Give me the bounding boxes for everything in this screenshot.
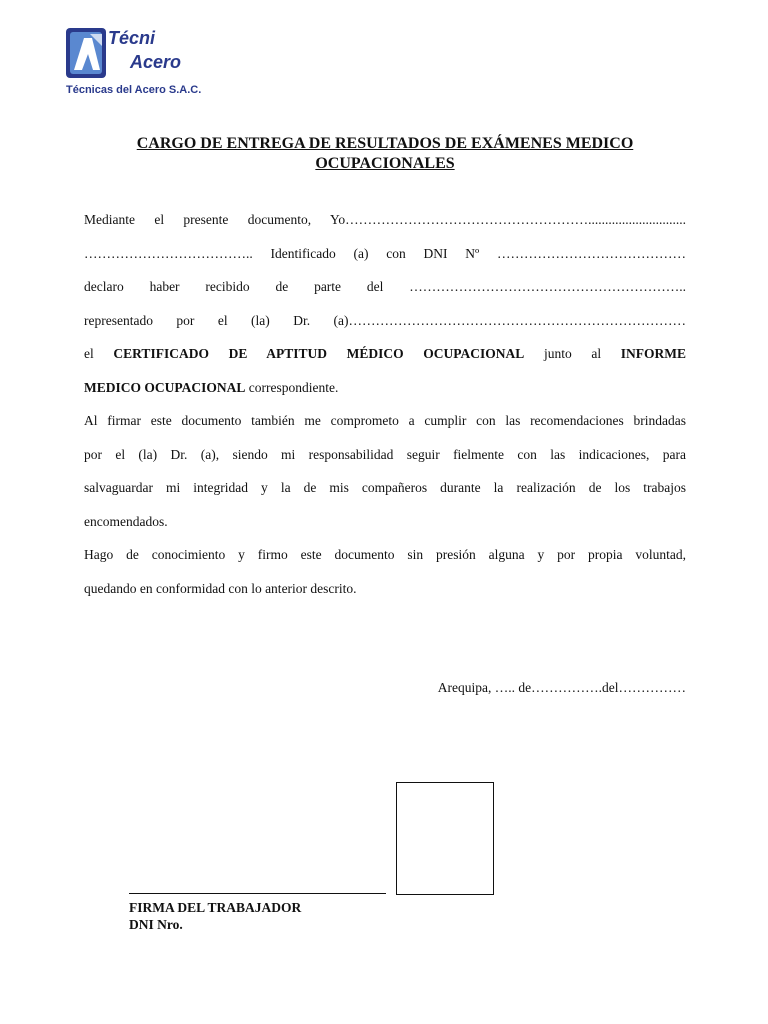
consent-text-1: Hago de conocimiento y firmo este documento sin presión alguna y por propia voluntad,	[84, 547, 686, 562]
report-rest-text: correspondiente.	[248, 379, 339, 395]
brand-name-line1: Técni	[108, 28, 156, 48]
body-line-name	[84, 208, 686, 242]
body-line-commitment-2	[84, 443, 686, 477]
signature-line	[129, 893, 386, 894]
certificate-name: CERTIFICADO DE APTITUD MÉDICO OCUPACIONAL	[113, 346, 525, 361]
body-line-commitment-4	[84, 510, 686, 544]
dni-label: DNI Nro.	[129, 917, 183, 932]
informe-word: INFORME	[620, 346, 687, 361]
body-line-consent-2	[84, 577, 686, 611]
commitment-text-3: salvaguardar mi integridad y la de mis compañeros durante la realización de los trabajos	[84, 480, 686, 495]
body-line-commitment-1	[84, 409, 686, 443]
body-line-doctor	[84, 309, 686, 343]
document-title	[84, 134, 686, 174]
title-line-2: OCUPACIONALES	[315, 155, 455, 172]
cert-mid-text: junto al	[543, 346, 602, 361]
company-logo	[64, 24, 202, 100]
date-line: Arequipa, ….. de…………….del……………	[437, 680, 686, 695]
body-line-received	[84, 275, 686, 309]
body-line-commitment-3	[84, 476, 686, 510]
fingerprint-box	[396, 782, 494, 895]
received-blank: ……………………………………………………..	[409, 279, 687, 294]
tecniacero-logo-icon	[66, 26, 108, 80]
doctor-blank-text: representado por el (la) Dr. (a)…………………………………………………………………	[84, 312, 686, 328]
brand-name-line2: Acero	[130, 52, 182, 72]
cert-pre-text: el	[84, 346, 94, 361]
body-line-report	[84, 376, 686, 410]
received-text: declaro haber recibido de parte del	[84, 279, 384, 294]
document-body	[84, 208, 686, 610]
title-line-1: CARGO DE ENTREGA DE RESULTADOS DE EXÁMENES MEDICO	[136, 135, 634, 152]
commitment-text-2: por el (la) Dr. (a), siendo mi responsabilidad seguir fielmente con las indicaciones, para	[84, 446, 686, 462]
report-name: MEDICO OCUPACIONAL	[84, 379, 246, 395]
dni-text: ……………………………….. Identificado (a) con DNI Nº	[84, 245, 480, 261]
brand-tagline: Técnicas del Acero S.A.C.	[66, 84, 202, 96]
signature-label: FIRMA DEL TRABAJADOR	[129, 900, 302, 915]
name-blank-text: Mediante el presente documento, Yo……………………………………………….............................	[84, 212, 686, 227]
dni-blank: ……………………………………	[497, 245, 687, 261]
commitment-text-1: Al firmar este documento también me comprometo a cumplir con las recomendaciones brindadas	[84, 413, 686, 428]
body-line-dni	[84, 242, 686, 276]
commitment-text-4: encomendados.	[84, 513, 168, 529]
consent-text-2: quedando en conformidad con lo anterior descrito.	[84, 580, 357, 596]
signature-block	[129, 899, 301, 933]
body-line-consent-1	[84, 543, 686, 577]
body-line-certificate	[84, 342, 686, 376]
